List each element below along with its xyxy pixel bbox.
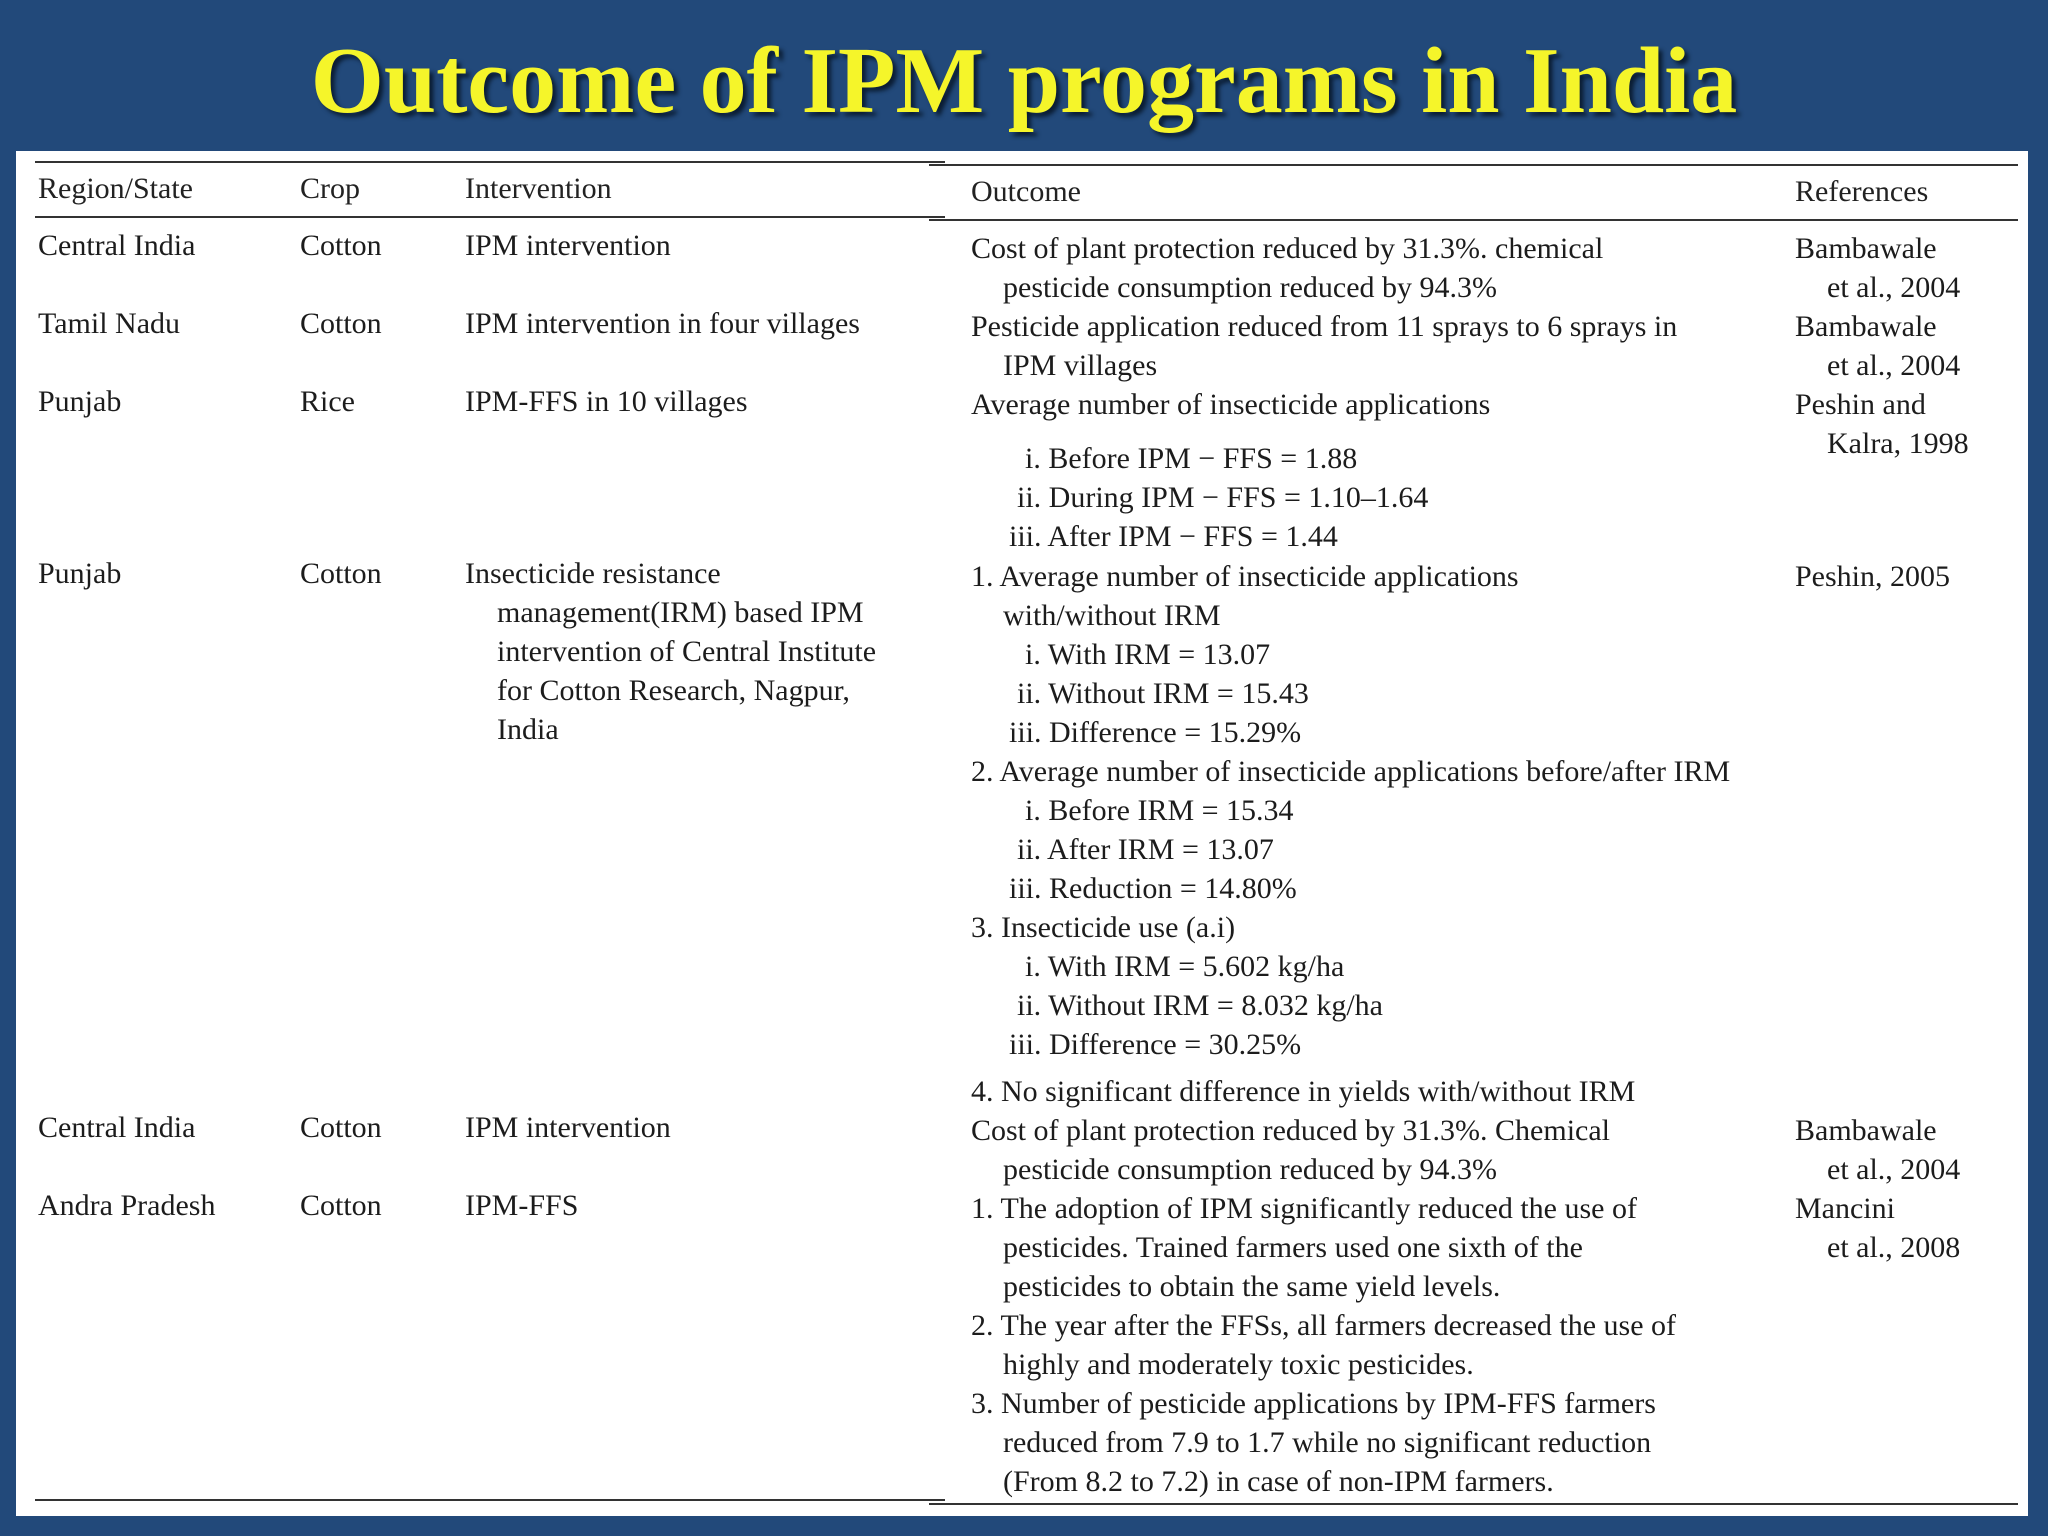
row2-outcome-line1: Pesticide application reduced from 11 sprays to 6 sprays in bbox=[971, 310, 1678, 343]
bottom-rule-right bbox=[929, 1503, 2018, 1505]
row5-region: Central India bbox=[38, 1111, 196, 1144]
row4-intervention-line5: India bbox=[497, 713, 559, 746]
row4-outcome-line10: 3. Insecticide use (a.i) bbox=[971, 911, 1236, 944]
row6-outcome-line6: 3. Number of pesticide applications by IPM-FFS farmers bbox=[971, 1387, 1656, 1420]
row4-region: Punjab bbox=[38, 557, 122, 590]
row5-outcome-line2: pesticide consumption reduced by 94.3% bbox=[1003, 1153, 1498, 1186]
row1-reference-line1: Bambawale bbox=[1795, 232, 1937, 265]
row3-outcome-line2: i. Before IPM − FFS = 1.88 bbox=[1025, 442, 1358, 475]
row4-intervention-line1: Insecticide resistance bbox=[465, 557, 721, 590]
row1-outcome-line1: Cost of plant protection reduced by 31.3%. chemical bbox=[971, 232, 1604, 265]
row4-intervention-line3: intervention of Central Institute bbox=[497, 635, 877, 668]
row6-outcome-line5: highly and moderately toxic pesticides. bbox=[1003, 1348, 1474, 1381]
row6-reference-line1: Mancini bbox=[1795, 1192, 1895, 1225]
row5-crop: Cotton bbox=[300, 1111, 382, 1144]
row4-crop: Cotton bbox=[300, 557, 382, 590]
row3-outcome-line4: iii. After IPM − FFS = 1.44 bbox=[1009, 520, 1338, 553]
header-rule-right bbox=[929, 219, 2018, 221]
row3-outcome-line1: Average number of insecticide applications bbox=[971, 388, 1491, 421]
row1-intervention: IPM intervention bbox=[465, 229, 671, 262]
table-panel bbox=[16, 151, 2028, 1516]
row4-outcome-line3: i. With IRM = 13.07 bbox=[1025, 638, 1271, 671]
row6-outcome-line3: pesticides to obtain the same yield levels. bbox=[1003, 1270, 1501, 1303]
row3-crop: Rice bbox=[300, 385, 355, 418]
row4-outcome-line2: with/without IRM bbox=[1003, 599, 1221, 632]
bottom-rule-left bbox=[35, 1499, 945, 1501]
row3-intervention: IPM-FFS in 10 villages bbox=[465, 385, 748, 418]
row5-reference-line1: Bambawale bbox=[1795, 1114, 1937, 1147]
row4-reference: Peshin, 2005 bbox=[1795, 560, 1951, 593]
row1-crop: Cotton bbox=[300, 229, 382, 262]
row4-outcome-line11: i. With IRM = 5.602 kg/ha bbox=[1025, 950, 1345, 983]
header-outcome: Outcome bbox=[971, 175, 1081, 208]
header-references: References bbox=[1795, 175, 1929, 208]
row6-intervention: IPM-FFS bbox=[465, 1189, 579, 1222]
row2-reference-line2: et al., 2004 bbox=[1827, 349, 1961, 382]
row4-outcome-line1: 1. Average number of insecticide applications bbox=[971, 560, 1519, 593]
row6-crop: Cotton bbox=[300, 1189, 382, 1222]
row4-outcome-line14: 4. No significant difference in yields with/without IRM bbox=[971, 1075, 1636, 1108]
row5-reference-line2: et al., 2004 bbox=[1827, 1153, 1961, 1186]
header-crop: Crop bbox=[300, 172, 360, 205]
row4-outcome-line12: ii. Without IRM = 8.032 kg/ha bbox=[1017, 989, 1383, 1022]
row1-outcome-line2: pesticide consumption reduced by 94.3% bbox=[1003, 271, 1498, 304]
row5-intervention: IPM intervention bbox=[465, 1111, 671, 1144]
row3-region: Punjab bbox=[38, 385, 122, 418]
slide-title: Outcome of IPM programs in India bbox=[310, 29, 1738, 133]
row6-outcome-line7: reduced from 7.9 to 1.7 while no significant reduction bbox=[1003, 1426, 1652, 1459]
row2-crop: Cotton bbox=[300, 307, 382, 340]
row6-outcome-line4: 2. The year after the FFSs, all farmers decreased the use of bbox=[971, 1309, 1677, 1342]
row3-reference-line1: Peshin and bbox=[1795, 388, 1926, 421]
row6-reference-line2: et al., 2008 bbox=[1827, 1231, 1961, 1264]
header-rule-left bbox=[35, 216, 945, 218]
row1-region: Central India bbox=[38, 229, 196, 262]
row4-outcome-line7: i. Before IRM = 15.34 bbox=[1025, 794, 1294, 827]
row3-reference-line2: Kalra, 1998 bbox=[1827, 427, 1969, 460]
table-top-rule-left bbox=[35, 161, 945, 163]
row4-outcome-line5: iii. Difference = 15.29% bbox=[1009, 716, 1302, 749]
row2-outcome-line2: IPM villages bbox=[1003, 349, 1158, 382]
row6-outcome-line1: 1. The adoption of IPM significantly reduced the use of bbox=[971, 1192, 1637, 1225]
row4-outcome-line4: ii. Without IRM = 15.43 bbox=[1017, 677, 1309, 710]
row4-outcome-line9: iii. Reduction = 14.80% bbox=[1009, 872, 1297, 905]
table-top-rule-right bbox=[929, 164, 2018, 166]
header-region: Region/State bbox=[38, 172, 193, 205]
row1-reference-line2: et al., 2004 bbox=[1827, 271, 1961, 304]
row4-outcome-line13: iii. Difference = 30.25% bbox=[1009, 1028, 1302, 1061]
row2-intervention: IPM intervention in four villages bbox=[465, 307, 860, 340]
row4-outcome-line8: ii. After IRM = 13.07 bbox=[1017, 833, 1274, 866]
row2-reference-line1: Bambawale bbox=[1795, 310, 1937, 343]
row2-region: Tamil Nadu bbox=[38, 307, 181, 340]
row5-outcome-line1: Cost of plant protection reduced by 31.3%. Chemical bbox=[971, 1114, 1611, 1147]
row3-outcome-line3: ii. During IPM − FFS = 1.10–1.64 bbox=[1017, 481, 1429, 514]
row4-intervention-line2: management(IRM) based IPM bbox=[497, 596, 864, 629]
row6-outcome-line2: pesticides. Trained farmers used one sixth of the bbox=[1003, 1231, 1583, 1264]
row4-intervention-line4: for Cotton Research, Nagpur, bbox=[497, 674, 850, 707]
row6-outcome-line8: (From 8.2 to 7.2) in case of non-IPM farmers. bbox=[1003, 1465, 1554, 1498]
header-intervention: Intervention bbox=[465, 172, 612, 205]
row6-region: Andra Pradesh bbox=[38, 1189, 216, 1222]
row4-outcome-line6: 2. Average number of insecticide applications before/after IRM bbox=[971, 755, 1731, 788]
